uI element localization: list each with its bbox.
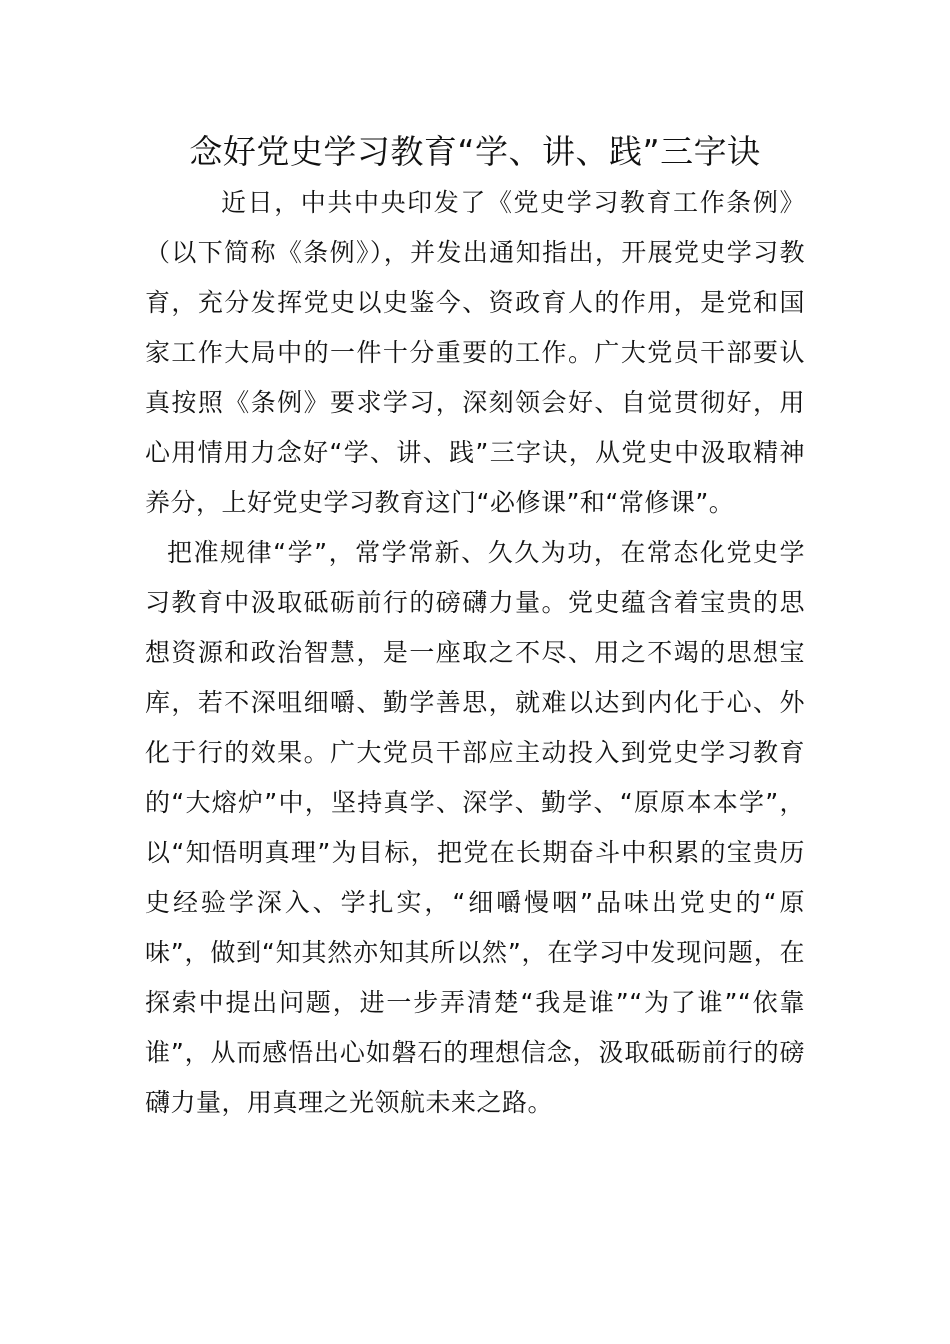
paragraph-study: 把准规律“学”，常学常新、久久为功，在常态化党史学习教育中汲取砥砺前行的磅礴力量。党史蕴含着宝贵的思想资源和政治智慧，是一座取之不尽、用之不竭的思想宝库，若不深咀细嚼、勤学善思，就难以达到内化于心、外化于行的效果。广大党员干部应主动投入到党史学习教育的“大熔炉”中，坚持真学、深学、勤学、“原原本本学”，以“知悟明真理”为目标，把党在长期奋斗中积累的宝贵历史经验学深入、学扎实，“细嚼慢咽”品味出党史的“原味”，做到“知其然亦知其所以然”，在学习中发现问题，在探索中提出问题，进一步弄清楚“我是谁”“为了谁”“依靠谁”，从而感悟出心如磐石的理想信念，汲取砥砺前行的磅礴力量，用真理之光领航未来之路。 (145, 538, 805, 1117)
paragraph-intro: 近日，中共中央印发了《党史学习教育工作条例》（以下简称《条例》），并发出通知指出，开展党史学习教育，充分发挥党史以史鉴今、资政育人的作用，是党和国家工作大局中的一件十分重要的工作。广大党员干部要认真按照《条例》要求学习，深刻领会好、自觉贯彻好，用心用情用力念好“学、讲、践”三字诀，从党史中汲取精神养分，上好党史学习教育这门“必修课”和“常修课”。 (145, 188, 805, 517)
document-title: 念好党史学习教育“学、讲、践”三字诀 (189, 132, 761, 171)
